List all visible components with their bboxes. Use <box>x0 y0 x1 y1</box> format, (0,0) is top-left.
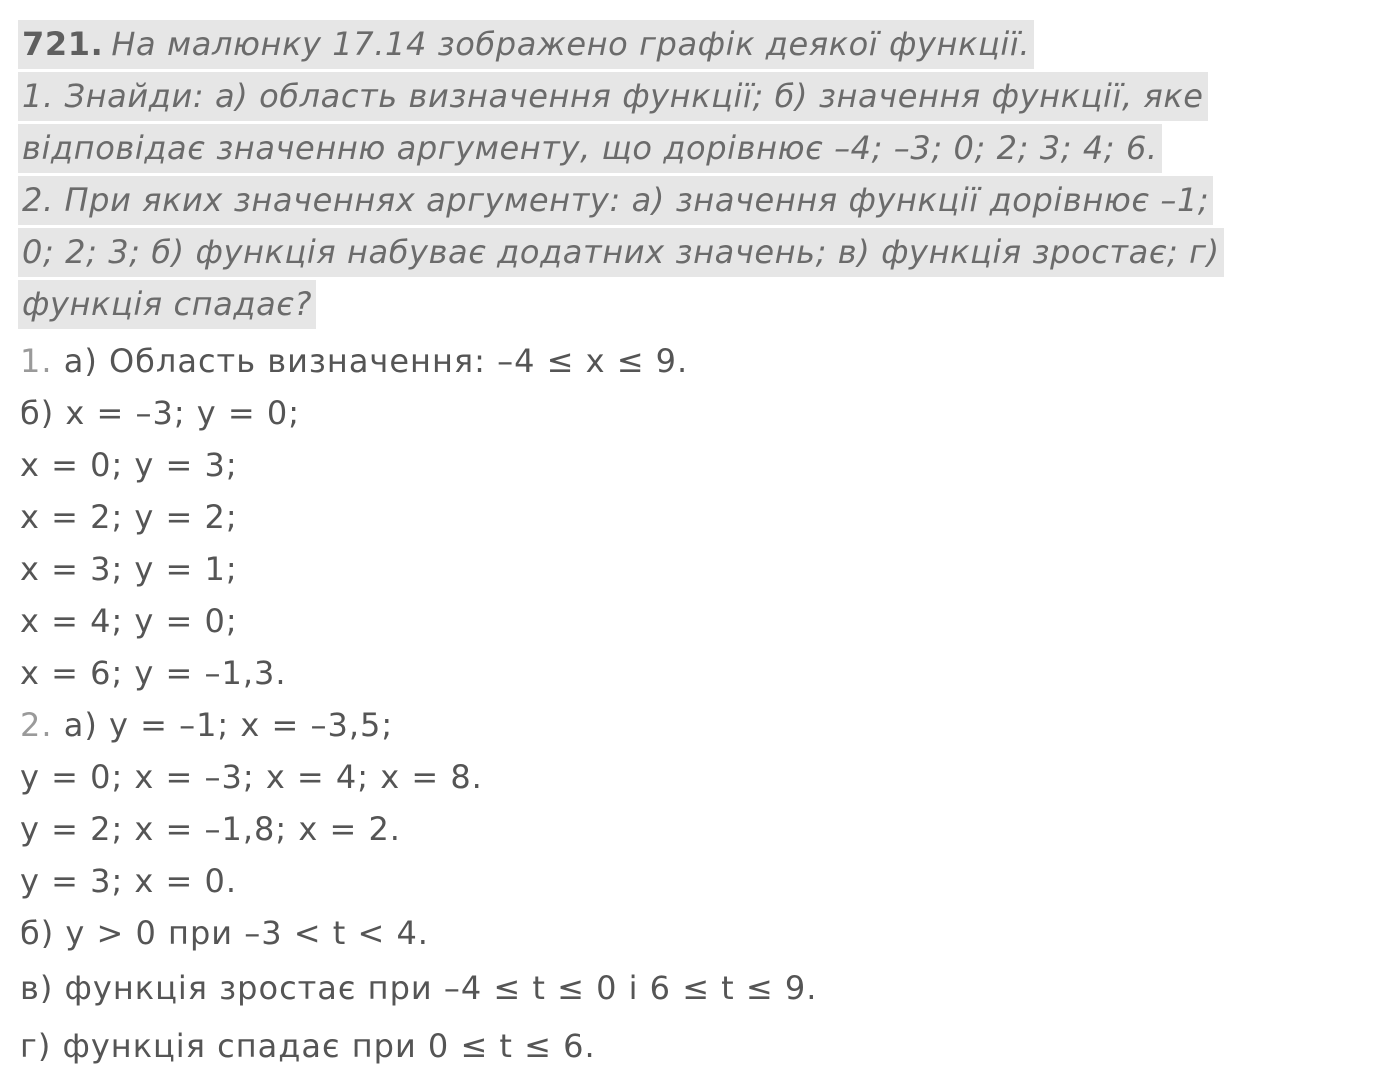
answer-line: x = 3; y = 1; <box>20 550 238 588</box>
answer-line: б) y > 0 при –3 < t < 4. <box>20 914 429 952</box>
answer-line: б) x = –3; y = 0; <box>20 394 301 432</box>
answer-marker: 2. <box>20 706 53 744</box>
problem-line <box>18 20 1034 69</box>
problem-line: відповідає значенню аргументу, що дорівнює –4; –3; 0; 2; 3; 4; 6. <box>18 124 1162 173</box>
answer-line: в) функція зростає при –4 ≤ t ≤ 0 і 6 ≤ t ≤ 9. <box>20 969 818 1007</box>
answer-line: y = 0; x = –3; x = 4; x = 8. <box>20 758 483 796</box>
answer-line: y = 3; x = 0. <box>20 862 238 900</box>
answer-marker: 1. <box>20 342 53 380</box>
answer-line: г) функція спадає при 0 ≤ t ≤ 6. <box>20 1027 596 1065</box>
problem-line: 1. Знайди: а) область визначення функції; б) значення функції, яке <box>18 72 1208 121</box>
problem-statement <box>18 20 1378 332</box>
problem-line: 2. При яких значеннях аргументу: а) значення функції дорівнює –1; <box>18 176 1213 225</box>
problem-number: 721. <box>22 25 104 63</box>
answer-text: а) y = –1; x = –3,5; <box>52 706 394 744</box>
answer-line: y = 2; x = –1,8; x = 2. <box>20 810 401 848</box>
answer-line <box>20 335 1380 387</box>
problem-line: 0; 2; 3; б) функція набуває додатних значень; в) функція зростає; г) <box>18 228 1224 277</box>
answer-text: а) Область визначення: –4 ≤ x ≤ 9. <box>52 342 689 380</box>
problem-line-text: На малюнку 17.14 зображено графік деякої функції. <box>111 25 1031 63</box>
solution <box>20 335 1380 1075</box>
problem-line: функція спадає? <box>18 280 316 329</box>
answer-line: x = 0; y = 3; <box>20 446 238 484</box>
answer-line <box>20 699 1380 751</box>
answer-line: x = 6; y = –1,3. <box>20 654 287 692</box>
answer-line: x = 4; y = 0; <box>20 602 238 640</box>
answer-line: x = 2; y = 2; <box>20 498 238 536</box>
